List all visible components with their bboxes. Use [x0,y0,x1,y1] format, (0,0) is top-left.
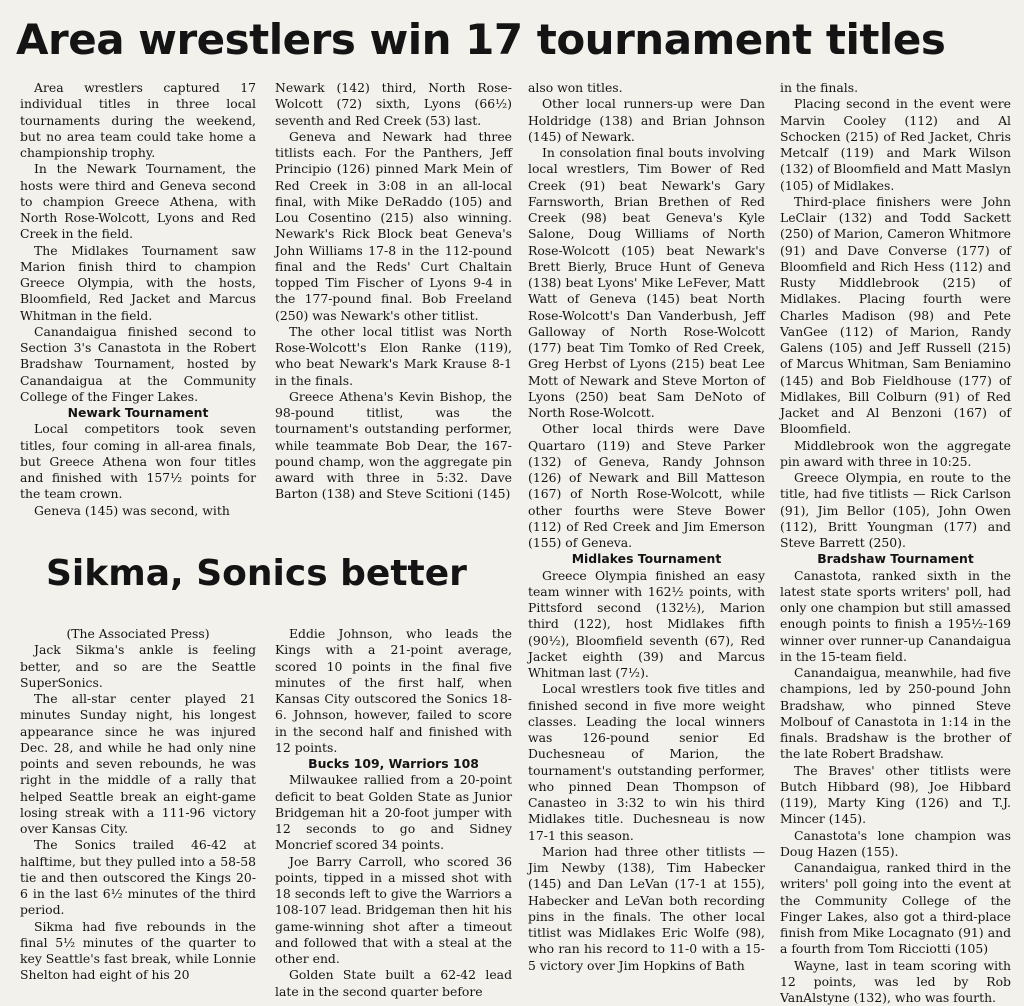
subhead-newark: Newark Tournament [20,405,256,421]
article-column-2 [275,80,512,520]
paragraph: The Sonics trailed 46-42 at halftime, but they pulled into a 58-58 tie and then outscored the Kings 20-6 in the last 6½ minutes of the third period. [20,837,256,918]
paragraph: Canandaigua, ranked third in the writers' poll going into the event at the Community College of the Finger Lakes, also got a third-place finish from Mike Locagnato (91) and a fourth from Tom Ricciotti (105) [780,860,1011,958]
paragraph: Greece Olympia, en route to the title, had five titlists — Rick Carlson (91), Jim Bellor (105), John Owen (112), Britt Youngman (177) and Steve Barrett (250). [780,470,1011,551]
paragraph: Other local runners-up were Dan Holdridge (138) and Brian Johnson (145) of Newark. [528,96,765,145]
paragraph: In the Newark Tournament, the hosts were third and Geneva second to champion Greece Athena, with North Rose-Wolcott, Lyons and Red Creek in the field. [20,161,256,242]
paragraph: The all-star center played 21 minutes Sunday night, his longest appearance since he was injured Dec. 28, and while he had only nine points and seven rebounds, he was right in the middle of a rally that helped Seattle break an eight-game losing streak with a 111-96 victory over Kansas City. [20,691,256,837]
paragraph: Area wrestlers captured 17 individual titles in three local tournaments during the weekend, but no area team could take home a championship trophy. [20,80,256,161]
paragraph: Wayne, last in team scoring with 12 points, was led by Rob VanAlstyne (132), who was fourth. [780,958,1011,1006]
paragraph: Golden State built a 62-42 lead late in the second quarter before [275,967,512,1000]
paragraph: Canastota, ranked sixth in the latest state sports writers' poll, had only one champion but still amassed enough points to finish a 195½-169 winner over runner-up Canandaigua in the 15-team field. [780,568,1011,666]
headline-wrestlers: Area wrestlers win 17 tournament titles [16,10,1011,70]
subhead-midlakes: Midlakes Tournament [528,551,765,567]
subhead-bradshaw: Bradshaw Tournament [780,551,1011,567]
paragraph: Canastota's lone champion was Doug Hazen (155). [780,828,1011,861]
paragraph: Eddie Johnson, who leads the Kings with a 21-point average, scored 10 points in the final five minutes of the first half, when Kansas City outscored the Sonics 18-6. Johnson, however, failed to score in the second half and finished with 12 points. [275,626,512,756]
paragraph: Sikma had five rebounds in the final 5½ minutes of the quarter to key Seattle's fast break, while Lonnie Shelton had eight of his 20 [20,919,256,984]
article-column-4 [780,80,1011,993]
paragraph: Joe Barry Carroll, who scored 36 points, tipped in a missed shot with 18 seconds left to give the Warriors a 108-107 lead. Bridgeman then hit his game-winning shot after a timeout and followed that with a steal at the other end. [275,854,512,968]
paragraph: Local competitors took seven titles, four coming in all-area finals, but Greece Athena won four titles and finished with 157½ points for the team crown. [20,421,256,502]
paragraph: In consolation final bouts involving local wrestlers, Tim Bower of Red Creek (91) beat Newark's Gary Farnsworth, Brian Brethen of Red Creek (98) beat Geneva's Kyle Salone, Doug Williams of North Rose-Wolcott (105) beat Newark's Brett Bierly, Bruce Hunt of Geneva (138) beat Lyons' Mike LeFever, Matt Watt of Geneva (145) beat North Rose-Wolcott's Dan Vanderbush, Jeff Galloway of North Rose-Wolcott (177) beat Tim Tomko of Red Creek, Greg Herbst of Lyons (215) beat Lee Mott of Newark and Steve Morton of Lyons (250) beat Sam DeNoto of North Rose-Wolcott. [528,145,765,421]
paragraph: Milwaukee rallied from a 20-point deficit to beat Golden State as Junior Bridgeman hit a 20-foot jumper with 12 seconds to go and Sidney Moncrief scored 34 points. [275,772,512,853]
paragraph: Other local thirds were Dave Quartaro (119) and Steve Parker (132) of Geneva, Randy Johnson (126) of Newark and Bill Matteson (167) of North Rose-Wolcott, while other fourths were Steve Bower (112) of Red Creek and Jim Emerson (155) of Geneva. [528,421,765,551]
paragraph: Canandaigua, meanwhile, had five champions, led by 250-pound John Bradshaw, who pinned Steve Molbouf of Canastota in 1:14 in the finals. Bradshaw is the brother of the late Robert Bradshaw. [780,665,1011,763]
paragraph: The Braves' other titlists were Butch Hibbard (98), Joe Hibbard (119), Marty King (126) and T.J. Mincer (145). [780,763,1011,828]
article-column-3 [528,80,765,993]
paragraph: Local wrestlers took five titles and finished second in five more weight classes. Leading the local winners was 126-pound senior Ed Duchesneau of Marion, the tournament's outstanding performer, who pinned Dean Thompson of Canasteo in 3:32 to win his third Midlakes title. Duchesneau is now 17-1 this season. [528,681,765,844]
paragraph: Canandaigua finished second to Section 3's Canastota in the Robert Bradshaw Tournament, hosted by Canandaigua at the Community College of the Finger Lakes. [20,324,256,405]
subhead-bucks: Bucks 109, Warriors 108 [275,756,512,772]
paragraph: Geneva (145) was second, with [20,503,256,519]
paragraph: The other local titlist was North Rose-Wolcott's Elon Ranke (119), who beat Newark's Mark Krause 8-1 in the finals. [275,324,512,389]
paragraph: Newark (142) third, North Rose-Wolcott (72) sixth, Lyons (66½) seventh and Red Creek (53) last. [275,80,512,129]
sikma-column-2 [275,626,512,993]
paragraph: Placing second in the event were Marvin Cooley (112) and Al Schocken (215) of Red Jacket, Chris Metcalf (119) and Mark Wilson (132) of Bloomfield and Matt Maslyn (105) of Midlakes. [780,96,1011,194]
paragraph: Greece Athena's Kevin Bishop, the 98-pound titlist, was the tournament's outstanding performer, while teammate Bob Dear, the 167-pound champ, won the aggregate pin award with three in 5:32. Dave Barton (138) and Steve Scitioni (145) [275,389,512,503]
paragraph: Middlebrook won the aggregate pin award with three in 10:25. [780,438,1011,471]
paragraph: Marion had three other titlists — Jim Newby (138), Tim Habecker (145) and Dan LeVan (17-1 at 155), Habecker and LeVan both recording pins in the finals. The other local titlist was Midlakes Eric Wolfe (98), who ran his record to 11-0 with a 15-5 victory over Jim Hopkins of Bath [528,844,765,974]
paragraph: Third-place finishers were John LeClair (132) and Todd Sackett (250) of Marion, Cameron Whitmore (91) and Dave Converse (177) of Bloomfield and Rich Hess (112) and Rusty Middlebrook (215) of Midlakes. Placing fourth were Charles Madison (98) and Pete VanGee (112) of Marion, Randy Galens (105) and Jeff Russell (215) of Marcus Whitman, Sam Beniamino (145) and Bob Fieldhouse (177) of Midlakes, Bill Colburn (91) of Red Jacket and Al Benzoni (167) of Bloomfield. [780,194,1011,438]
paragraph: The Midlakes Tournament saw Marion finish third to champion Greece Olympia, with the hosts, Bloomfield, Red Jacket and Marcus Whitman in the field. [20,243,256,324]
headline-sikma: Sikma, Sonics better [46,546,486,602]
sikma-column-1 [20,626,256,993]
paragraph: also won titles. [528,80,765,96]
paragraph: Geneva and Newark had three titlists each. For the Panthers, Jeff Principio (126) pinned Mark Mein of Red Creek in 3:08 in an all-local final, with Mike DeRaddo (105) and Lou Cosentino (215) also winning. Newark's Rick Block beat Geneva's John Williams 17-8 in the 112-pound final and the Reds' Curt Chaltain topped Tim Fischer of Lyons 9-4 in the 177-pound final. Bob Freeland (250) was Newark's other titlist. [275,129,512,324]
article-column-1 [20,80,256,512]
paragraph: Greece Olympia finished an easy team winner with 162½ points, with Pittsford second (132½), Marion third (122), host Midlakes fifth (90½), Bloomfield seventh (67), Red Jacket eighth (39) and Marcus Whitman last (7½). [528,568,765,682]
paragraph: in the finals. [780,80,1011,96]
paragraph: Jack Sikma's ankle is feeling better, and so are the Seattle SuperSonics. [20,642,256,691]
byline: (The Associated Press) [20,626,256,642]
